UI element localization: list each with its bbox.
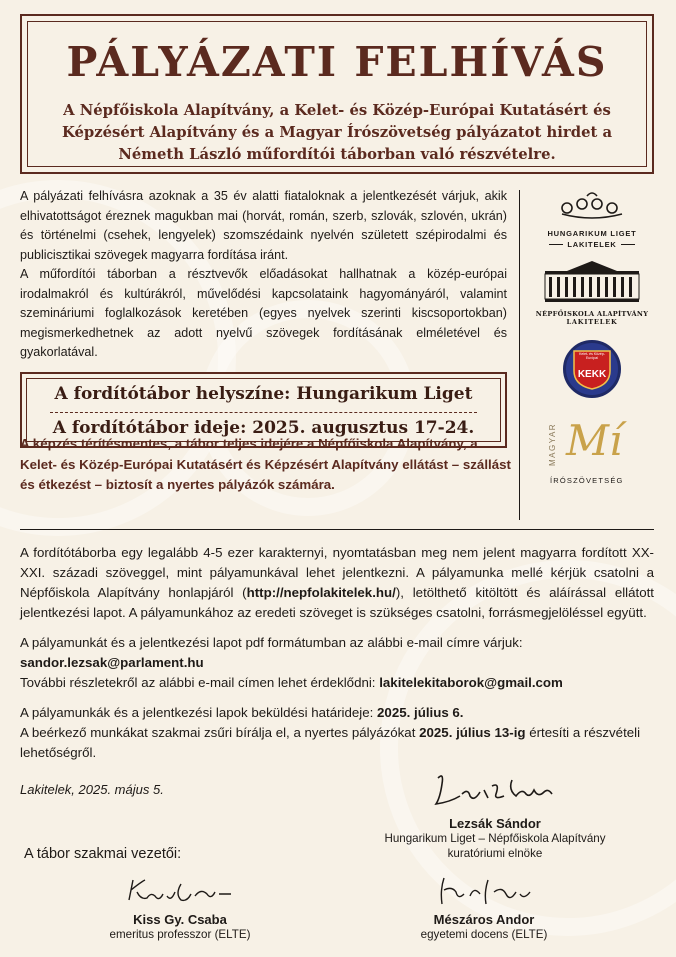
body-paragraph-3: A pályamunkák és a jelentkezési lapok beküldési határideje: 2025. július 6. A beérkező munkákat szakmai zsűri bírálja el, a nyertes pályázókat 2025. július 13-ig értesíti a részvételi lehetőségről. bbox=[20, 705, 641, 760]
signer-main-name: Lezsák Sándor bbox=[449, 816, 541, 831]
leader-2-name: Mészáros Andor bbox=[433, 912, 535, 927]
page-subtitle: A Népfőiskola Alapítvány, a Kelet- és Közép-Európai Kutatásért és Képzésért Alapítvány és a Magyar Írószövetség pályázatot hirdet a Németh László műfordítói táborban való részvételre. bbox=[61, 102, 613, 163]
kekk-top-text: Kelet- és Közép-Európai bbox=[579, 352, 605, 360]
result-date: 2025. július 13-ig bbox=[419, 725, 526, 740]
signer-main bbox=[360, 768, 630, 861]
body-paragraph-2: A pályamunkát és a jelentkezési lapot pdf formátumban az alábbi e-mail címre várjuk: sandor.lezsak@parlament.hu További részletekről az alábbi e-mail címen lehet érdeklődni: lakitelekitaborok@gmail.com bbox=[20, 635, 563, 690]
signer-main-role2: kuratóriumi elnöke bbox=[447, 847, 543, 860]
leader-1-role: emeritus professzor (ELTE) bbox=[109, 928, 251, 941]
iro-vertical-text: MAGYAR bbox=[548, 422, 557, 466]
iro-bottom-text: ÍRÓSZÖVETSÉG bbox=[550, 476, 624, 485]
leader-1 bbox=[80, 872, 280, 942]
free-notice: A képzés térítésmentes, a tábor teljes idejére a Népfőiskola Alapítvány, a Kelet- és Közép-Európai Kutatásért és Képzésért Alapítvány ellátást – szállást és étkezést – biztosít a nyertes pályázók számára. bbox=[20, 436, 511, 492]
logos-column bbox=[528, 190, 656, 494]
leader-2-role: egyetemi docens (ELTE) bbox=[420, 928, 548, 941]
signature-lezsak bbox=[430, 768, 560, 812]
deadline: 2025. július 6. bbox=[377, 705, 464, 720]
document-date: Lakitelek, 2025. május 5. bbox=[20, 782, 164, 797]
hungarikum-liget-logo bbox=[528, 190, 656, 249]
iroszovetseg-logo bbox=[528, 414, 656, 494]
signature-kiss bbox=[115, 872, 245, 908]
section-divider bbox=[20, 529, 654, 530]
kekk-label: KEKK bbox=[577, 369, 607, 380]
logo-divider bbox=[519, 190, 520, 520]
leader-1-name: Kiss Gy. Csaba bbox=[133, 912, 227, 927]
intro-paragraph-1: A pályázati felhívásra azoknak a 35 év alatti fiataloknak a jelentkezését várjuk, akik elhivatottságot éreznek magukban mai (horvát, román, szerb, szlovák, szlovén, ukrán) és történelmi (csehek, lengyelek) szomszédaink nyelvén született szépirodalmi és publicisztikai szövegek magyarra fordítása iránt. bbox=[20, 189, 507, 262]
intro-paragraph-2: A műfordítói táborban a résztvevők előadásokat hallhatnak a közép-európai irodalmakról és kultúrákról, művelődési kapcsolataink hagyományáról, valamint szemináriumi foglalkozások keretében (egyes nyelvek szerinti kiscsoportokban) megismerkedhetnek az adott nyelvű szövegek fordításának elméletével és gyakorlatával. bbox=[20, 267, 507, 359]
nepfoiskola-line2: LAKITELEK bbox=[566, 318, 618, 326]
ornament-icon bbox=[557, 190, 627, 220]
intro-text bbox=[20, 187, 507, 363]
info-email[interactable]: lakitelekitaborok@gmail.com bbox=[379, 675, 563, 690]
leader-2 bbox=[384, 872, 584, 942]
building-icon bbox=[537, 259, 647, 305]
homepage-link[interactable]: http://nepfolakitelek.hu/ bbox=[246, 585, 396, 600]
venue-divider bbox=[50, 412, 477, 413]
body-paragraph-1: A fordítótáborba egy legalább 4-5 ezer karakternyi, nyomtatásban meg nem jelent magyarra fordított XX-XXI. századi szöveggel, mint pályamunkával lehet jelentkezni. A pályamunka mellé kérjük csatolni a Népfőiskola Alapítvány honlapjáról (http://nepfolakitelek.hu/), letölthető kitöltött és aláírással ellátott jelentkezési lapot. A pályamunkához az eredeti szöveget is szükséges csatolni, forrásmegjelöléssel együtt. bbox=[20, 545, 654, 620]
nepfoiskola-logo bbox=[528, 259, 656, 326]
nepfoiskola-line1: NÉPFŐISKOLA ALAPÍTVÁNY bbox=[535, 310, 649, 318]
hungarikum-line2: LAKITELEK bbox=[567, 240, 617, 249]
kekk-logo bbox=[563, 340, 621, 398]
venue-location: A fordítótábor helyszíne: Hungarikum Liget bbox=[54, 384, 473, 404]
hungarikum-rule bbox=[528, 240, 656, 249]
iro-mark: Mí bbox=[566, 416, 623, 465]
signer-main-role1: Hungarikum Liget – Népfőiskola Alapítvány bbox=[384, 832, 606, 845]
venue-dates: A fordítótábor ideje: 2025. augusztus 17-24. bbox=[52, 418, 475, 438]
page-title: PÁLYÁZATI FELHÍVÁS bbox=[66, 38, 608, 86]
leaders-label: A tábor szakmai vezetői: bbox=[24, 846, 182, 862]
body-text bbox=[20, 543, 654, 773]
hungarikum-line1: HUNGARIKUM LIGET bbox=[547, 229, 637, 238]
submission-email[interactable]: sandor.lezsak@parlament.hu bbox=[20, 655, 204, 670]
header-box bbox=[20, 14, 654, 174]
signature-meszaros bbox=[424, 872, 544, 908]
